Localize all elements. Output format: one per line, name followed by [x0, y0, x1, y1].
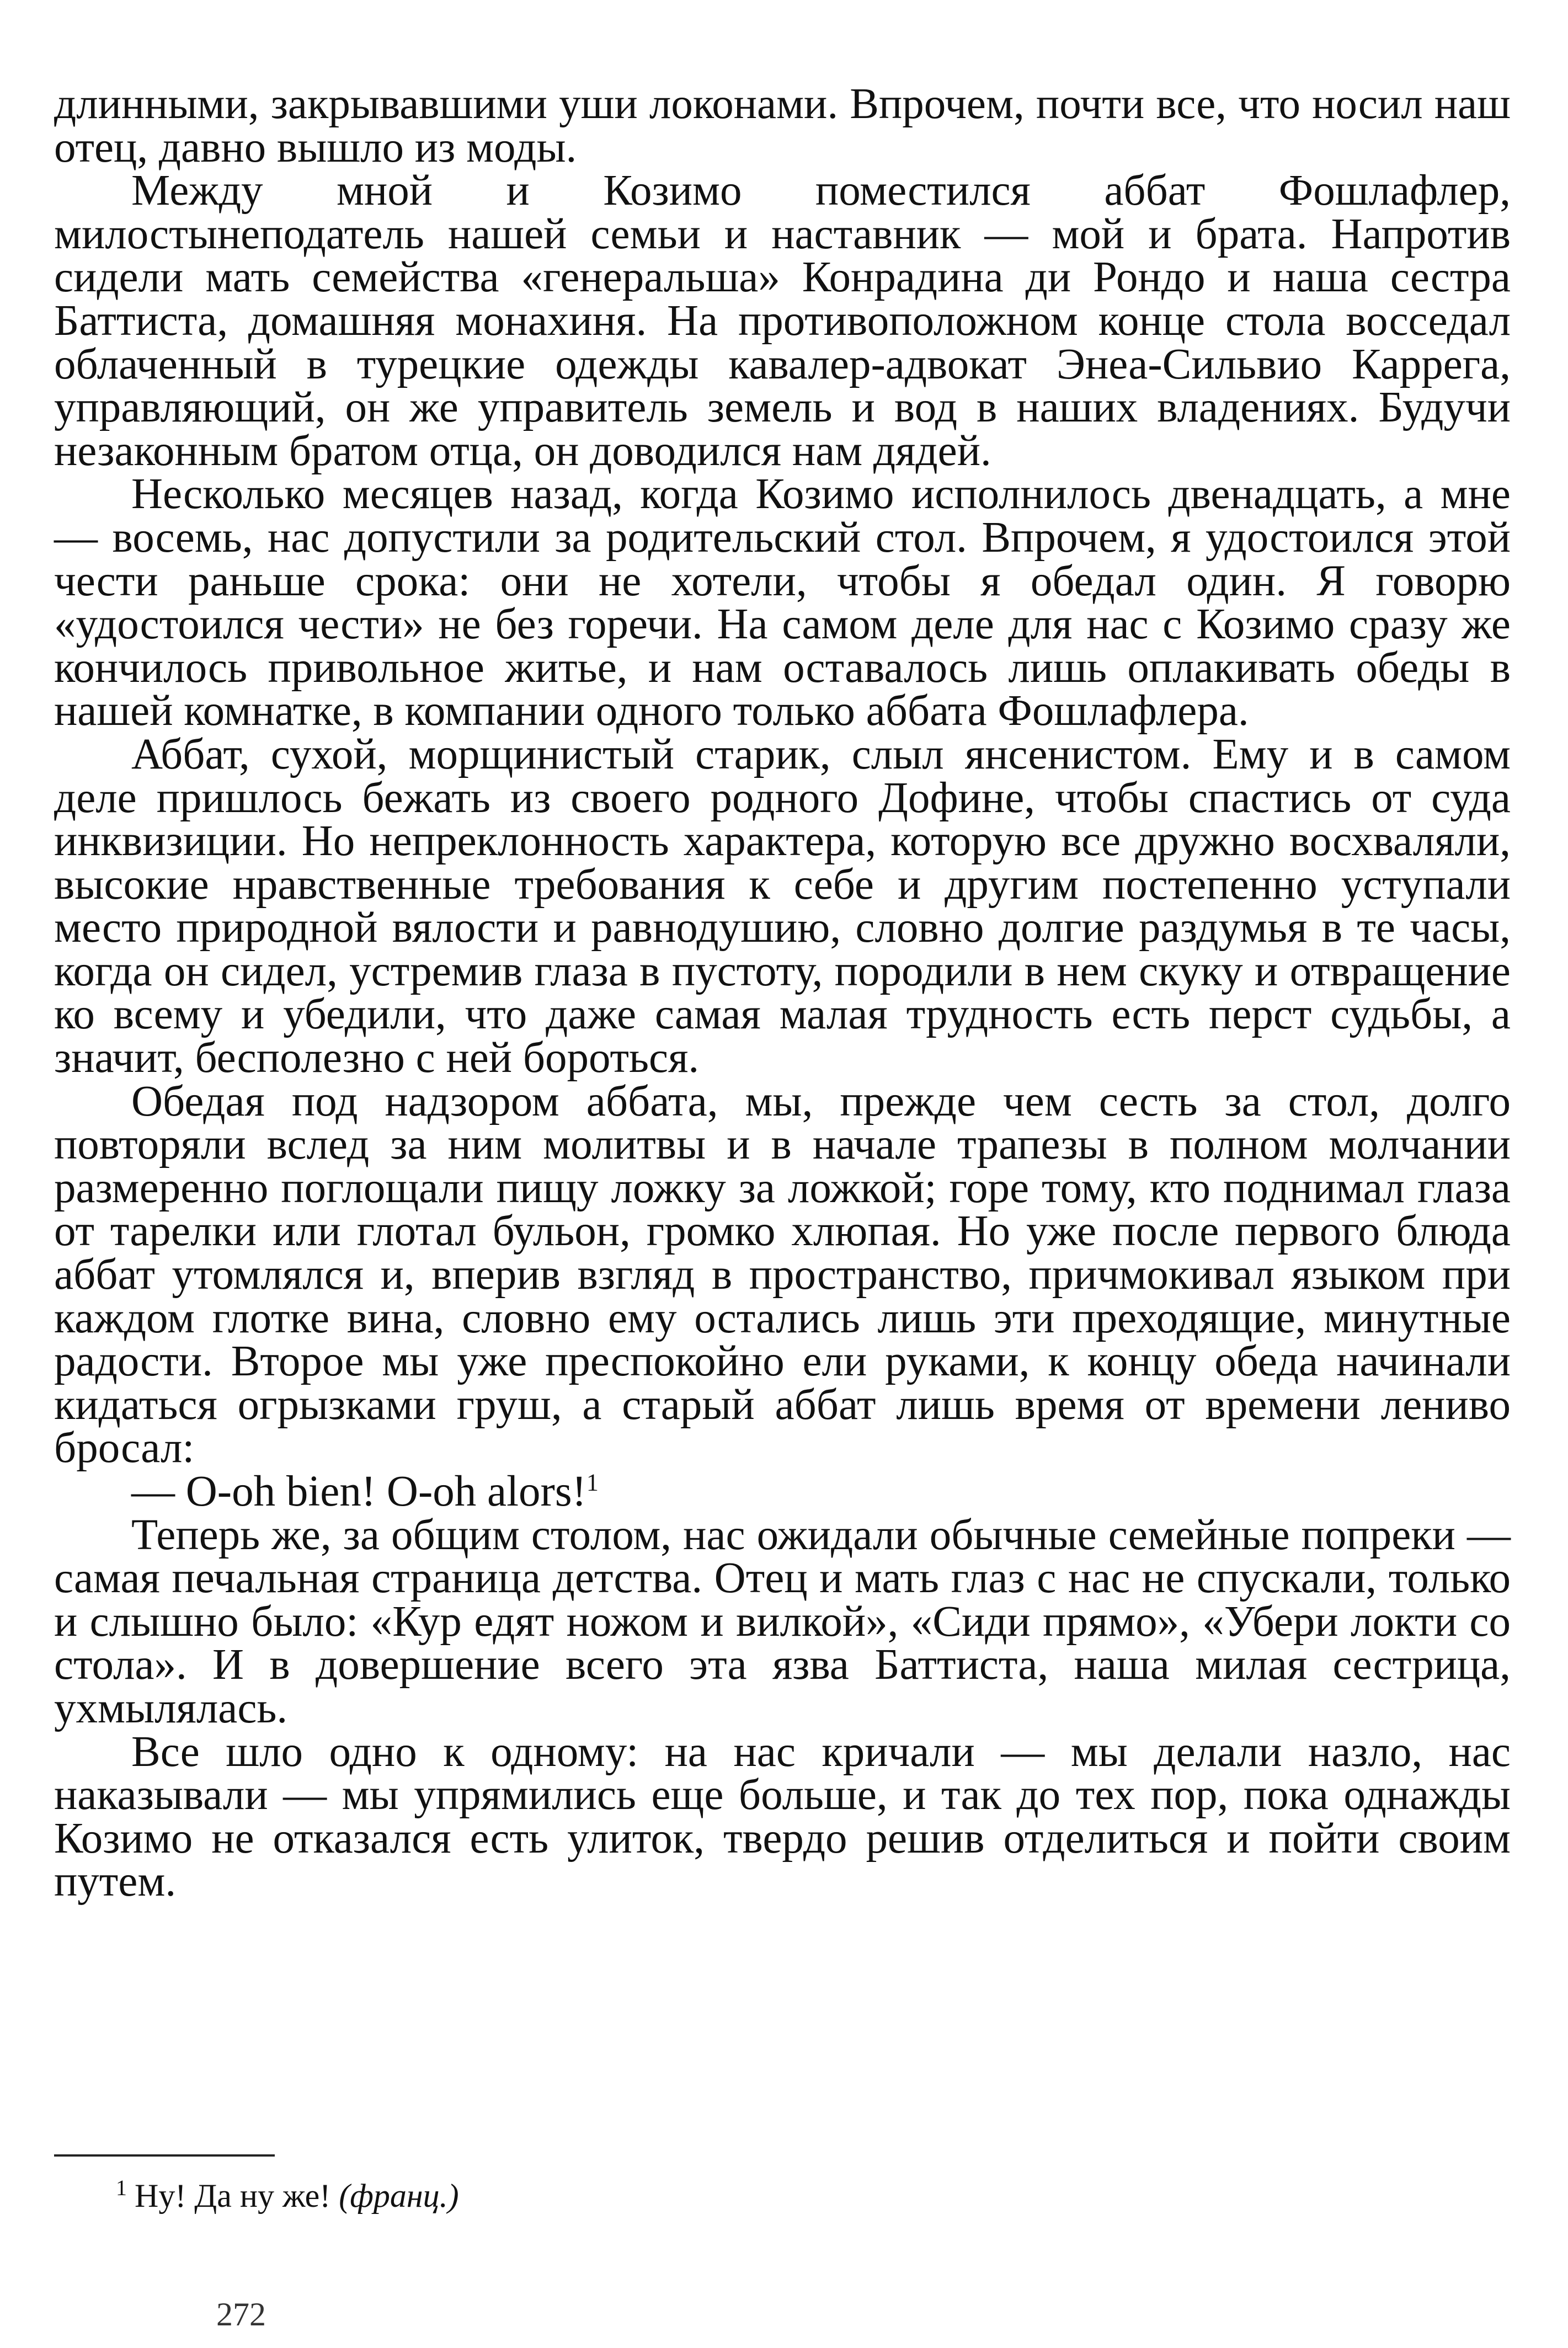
paragraph: Теперь же, за общим столом, нас ожидали обычные семейные попреки — самая печальная страница детства. Отец и мать глаз с нас не спускали, только и слышно было: «Кур едят ножом и вилкой», «Сиди прямо», «Убери локти со стола». И в довершение всего эта язва Баттиста, наша милая сестрица, ухмылялась. [54, 1511, 1511, 1732]
footnote [116, 2176, 459, 2215]
quoted-speech-text: — O-oh bien! O-oh alors! [131, 1468, 586, 1515]
paragraph: Несколько месяцев назад, когда Козимо исполнилось двенадцать, а мне — восемь, нас допустили за родительский стол. Впрочем, я удостоился этой чести раньше срока: они не хотели, чтобы я обедал один. Я говорю «удостоился чести» не без горечи. На самом деле для нас с Козимо сразу же кончилось привольное житье, и нам оставалось лишь оплакивать обеды в нашей комнатке, в компании одного только аббата Фошлафлера. [54, 470, 1511, 735]
footnote-language: (франц.) [339, 2178, 459, 2214]
paragraph: Обедая под надзором аббата, мы, прежде чем сесть за стол, долго повторяли вслед за ним молитвы и в начале трапезы в полном молчании размеренно поглощали пищу ложку за ложкой; горе тому, кто поднимал глаза от тарелки или глотал бульон, громко хлюпая. Но уже после первого блюда аббат утомлялся и, вперив взгляд в пространство, причмокивал языком при каждом глотке вина, словно ему остались лишь эти преходящие, минутные радости. Второе мы уже преспокойно ели руками, к концу обеда начинали кидаться огрызками груш, а старый аббат лишь время от времени лениво бросал: [54, 1077, 1511, 1472]
body-text [54, 80, 1511, 1906]
footnote-number: 1 [116, 2175, 127, 2200]
paragraph: Аббат, сухой, морщинистый старик, слыл янсенистом. Ему и в самом деле пришлось бежать из своего родного Дофине, чтобы спастись от суда инквизиции. Но непреклонность характера, которую все дружно восхваляли, высокие нравственные требования к себе и другим постепенно уступали место природной вялости и равнодушию, словно долгие раздумья в те часы, когда он сидел, устремив глаза в пустоту, породили в нем скуку и отвращение ко всему и убедили, что даже самая малая трудность есть перст судьбы, а значит, бесполезно с ней бороться. [54, 730, 1511, 1082]
quoted-speech [54, 1470, 1511, 1514]
footnote-divider [54, 2154, 275, 2157]
paragraph-continuation: длинными, закрывавшими уши локонами. Впрочем, почти все, что носил наш отец, давно вышло из моды. [54, 80, 1511, 172]
footnote-text: Ну! Да ну же! [135, 2178, 331, 2214]
page-number: 272 [216, 2296, 266, 2333]
paragraph: Между мной и Козимо поместился аббат Фошлафлер, милостынеподатель нашей семьи и наставник — мой и брата. Напротив сидели мать семейства «генеральша» Конрадина ди Рондо и наша сестра Баттиста, домашняя монахиня. На противоположном конце стола восседал облаченный в турецкие одежды кавалер-адвокат Энеа-Сильвио Каррега, управляющий, он же управитель земель и вод в наших владениях. Будучи незаконным братом отца, он доводился нам дядей. [54, 167, 1511, 475]
paragraph: Все шло одно к одному: на нас кричали — мы делали назло, нас наказывали — мы упрямились еще больше, и так до тех пор, пока однажды Козимо не отказался есть улиток, твердо решив отделиться и пойти своим путем. [54, 1727, 1511, 1906]
footnote-reference: 1 [586, 1469, 599, 1496]
